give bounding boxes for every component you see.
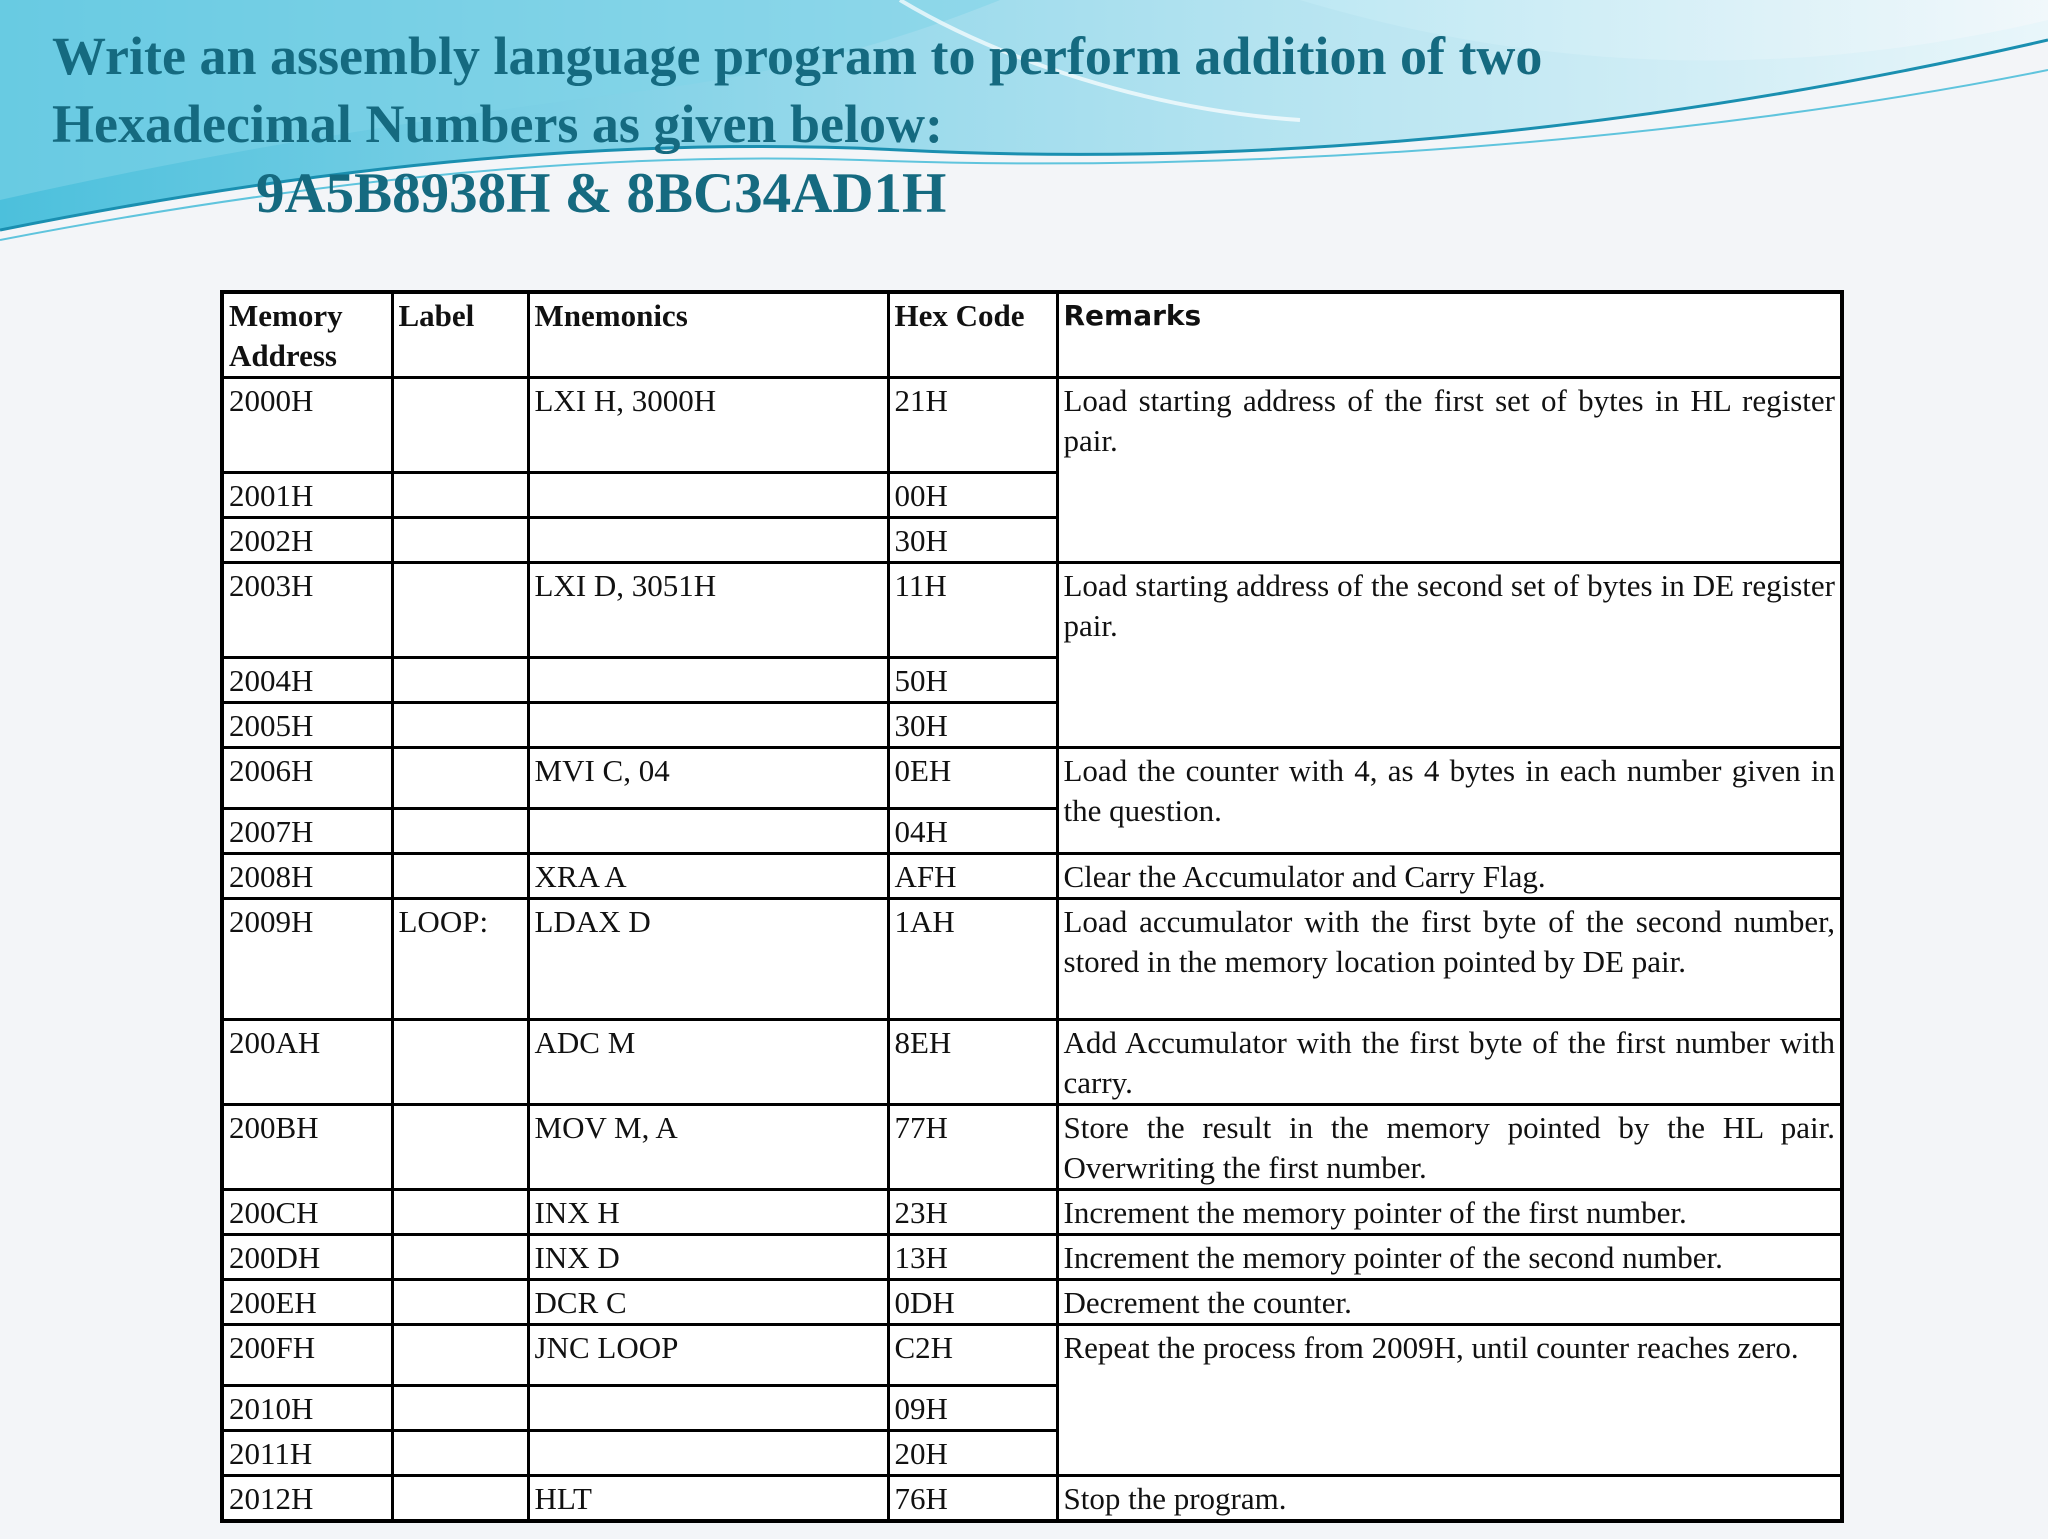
cell-address: 2009H — [222, 899, 392, 1020]
cell-hex: 00H — [888, 473, 1057, 518]
cell-label — [392, 473, 528, 518]
cell-address: 2002H — [222, 518, 392, 563]
cell-address: 2001H — [222, 473, 392, 518]
table-row — [222, 899, 1842, 1020]
table-header-row — [222, 292, 1842, 378]
title-numbers: 9A5B8938H & 8BC34AD1H — [256, 162, 947, 225]
cell-hex: 11H — [888, 563, 1057, 658]
header-hex-code: Hex Code — [888, 292, 1057, 378]
table-row — [222, 1280, 1842, 1325]
table-row — [222, 748, 1842, 809]
cell-remark: Stop the program. — [1057, 1476, 1842, 1522]
cell-hex: 30H — [888, 703, 1057, 748]
cell-remark: Add Accumulator with the first byte of the first number with carry. — [1057, 1020, 1842, 1105]
cell-hex: 23H — [888, 1190, 1057, 1235]
cell-label — [392, 1386, 528, 1431]
cell-address: 2000H — [222, 378, 392, 473]
cell-hex: 0DH — [888, 1280, 1057, 1325]
cell-label — [392, 563, 528, 658]
table-row — [222, 1235, 1842, 1280]
cell-mnemonic: DCR C — [528, 1280, 888, 1325]
cell-label — [392, 748, 528, 809]
cell-address: 2007H — [222, 809, 392, 854]
cell-hex: 20H — [888, 1431, 1057, 1476]
header-memory-address: Memory Address — [222, 292, 392, 378]
cell-mnemonic: LDAX D — [528, 899, 888, 1020]
title-line-1: Write an assembly language program to perform addition of two — [52, 26, 1543, 86]
table-row — [222, 1105, 1842, 1190]
cell-mnemonic — [528, 1386, 888, 1431]
cell-mnemonic: HLT — [528, 1476, 888, 1522]
cell-mnemonic: MVI C, 04 — [528, 748, 888, 809]
slide-title — [52, 22, 1752, 230]
table-row — [222, 378, 1842, 473]
cell-address: 200BH — [222, 1105, 392, 1190]
cell-remark: Increment the memory pointer of the second number. — [1057, 1235, 1842, 1280]
cell-address: 2004H — [222, 658, 392, 703]
header-mnemonics: Mnemonics — [528, 292, 888, 378]
cell-label — [392, 658, 528, 703]
cell-label: LOOP: — [392, 899, 528, 1020]
header-label: Label — [392, 292, 528, 378]
cell-remark: Load accumulator with the first byte of the second number, stored in the memory location pointed by DE pair. — [1057, 899, 1842, 1020]
cell-label — [392, 518, 528, 563]
cell-remark: Load the counter with 4, as 4 bytes in each number given in the question. — [1057, 748, 1842, 854]
cell-label — [392, 1235, 528, 1280]
cell-hex: 1AH — [888, 899, 1057, 1020]
cell-mnemonic — [528, 703, 888, 748]
cell-remark: Clear the Accumulator and Carry Flag. — [1057, 854, 1842, 899]
cell-mnemonic — [528, 658, 888, 703]
cell-hex: 09H — [888, 1386, 1057, 1431]
cell-label — [392, 809, 528, 854]
cell-label — [392, 1325, 528, 1386]
cell-address: 200DH — [222, 1235, 392, 1280]
cell-mnemonic: INX D — [528, 1235, 888, 1280]
cell-hex: 50H — [888, 658, 1057, 703]
cell-address: 200AH — [222, 1020, 392, 1105]
cell-remark: Load starting address of the second set of bytes in DE register pair. — [1057, 563, 1842, 748]
cell-mnemonic — [528, 473, 888, 518]
cell-hex: 13H — [888, 1235, 1057, 1280]
cell-hex: AFH — [888, 854, 1057, 899]
cell-address: 2010H — [222, 1386, 392, 1431]
cell-label — [392, 1431, 528, 1476]
title-line-2: Hexadecimal Numbers as given below: — [52, 94, 943, 154]
cell-address: 2011H — [222, 1431, 392, 1476]
table-row — [222, 563, 1842, 658]
table-row — [222, 1190, 1842, 1235]
cell-label — [392, 1105, 528, 1190]
cell-hex: 76H — [888, 1476, 1057, 1522]
cell-label — [392, 1020, 528, 1105]
cell-mnemonic — [528, 1431, 888, 1476]
cell-mnemonic: LXI D, 3051H — [528, 563, 888, 658]
cell-label — [392, 1190, 528, 1235]
table-row — [222, 1476, 1842, 1522]
cell-address: 200FH — [222, 1325, 392, 1386]
cell-mnemonic: MOV M, A — [528, 1105, 888, 1190]
table-row — [222, 854, 1842, 899]
cell-mnemonic: INX H — [528, 1190, 888, 1235]
cell-mnemonic — [528, 518, 888, 563]
cell-remark: Decrement the counter. — [1057, 1280, 1842, 1325]
cell-address: 200EH — [222, 1280, 392, 1325]
cell-mnemonic: ADC M — [528, 1020, 888, 1105]
cell-remark: Increment the memory pointer of the first number. — [1057, 1190, 1842, 1235]
cell-label — [392, 854, 528, 899]
cell-mnemonic: LXI H, 3000H — [528, 378, 888, 473]
cell-address: 200CH — [222, 1190, 392, 1235]
table-row — [222, 1020, 1842, 1105]
cell-hex: 77H — [888, 1105, 1057, 1190]
cell-address: 2005H — [222, 703, 392, 748]
cell-hex: 8EH — [888, 1020, 1057, 1105]
cell-label — [392, 703, 528, 748]
cell-hex: 0EH — [888, 748, 1057, 809]
cell-address: 2008H — [222, 854, 392, 899]
table-row — [222, 1325, 1842, 1386]
cell-hex: 30H — [888, 518, 1057, 563]
cell-mnemonic: XRA A — [528, 854, 888, 899]
cell-remark: Store the result in the memory pointed by the HL pair. Overwriting the first number. — [1057, 1105, 1842, 1190]
header-remarks: Remarks — [1057, 292, 1842, 378]
cell-remark: Repeat the process from 2009H, until counter reaches zero. — [1057, 1325, 1842, 1476]
cell-hex: C2H — [888, 1325, 1057, 1386]
cell-address: 2006H — [222, 748, 392, 809]
cell-label — [392, 378, 528, 473]
cell-mnemonic: JNC LOOP — [528, 1325, 888, 1386]
cell-remark: Load starting address of the first set of bytes in HL register pair. — [1057, 378, 1842, 563]
cell-hex: 21H — [888, 378, 1057, 473]
program-table — [220, 290, 1844, 1523]
cell-mnemonic — [528, 809, 888, 854]
cell-hex: 04H — [888, 809, 1057, 854]
cell-address: 2003H — [222, 563, 392, 658]
cell-label — [392, 1280, 528, 1325]
cell-label — [392, 1476, 528, 1522]
cell-address: 2012H — [222, 1476, 392, 1522]
